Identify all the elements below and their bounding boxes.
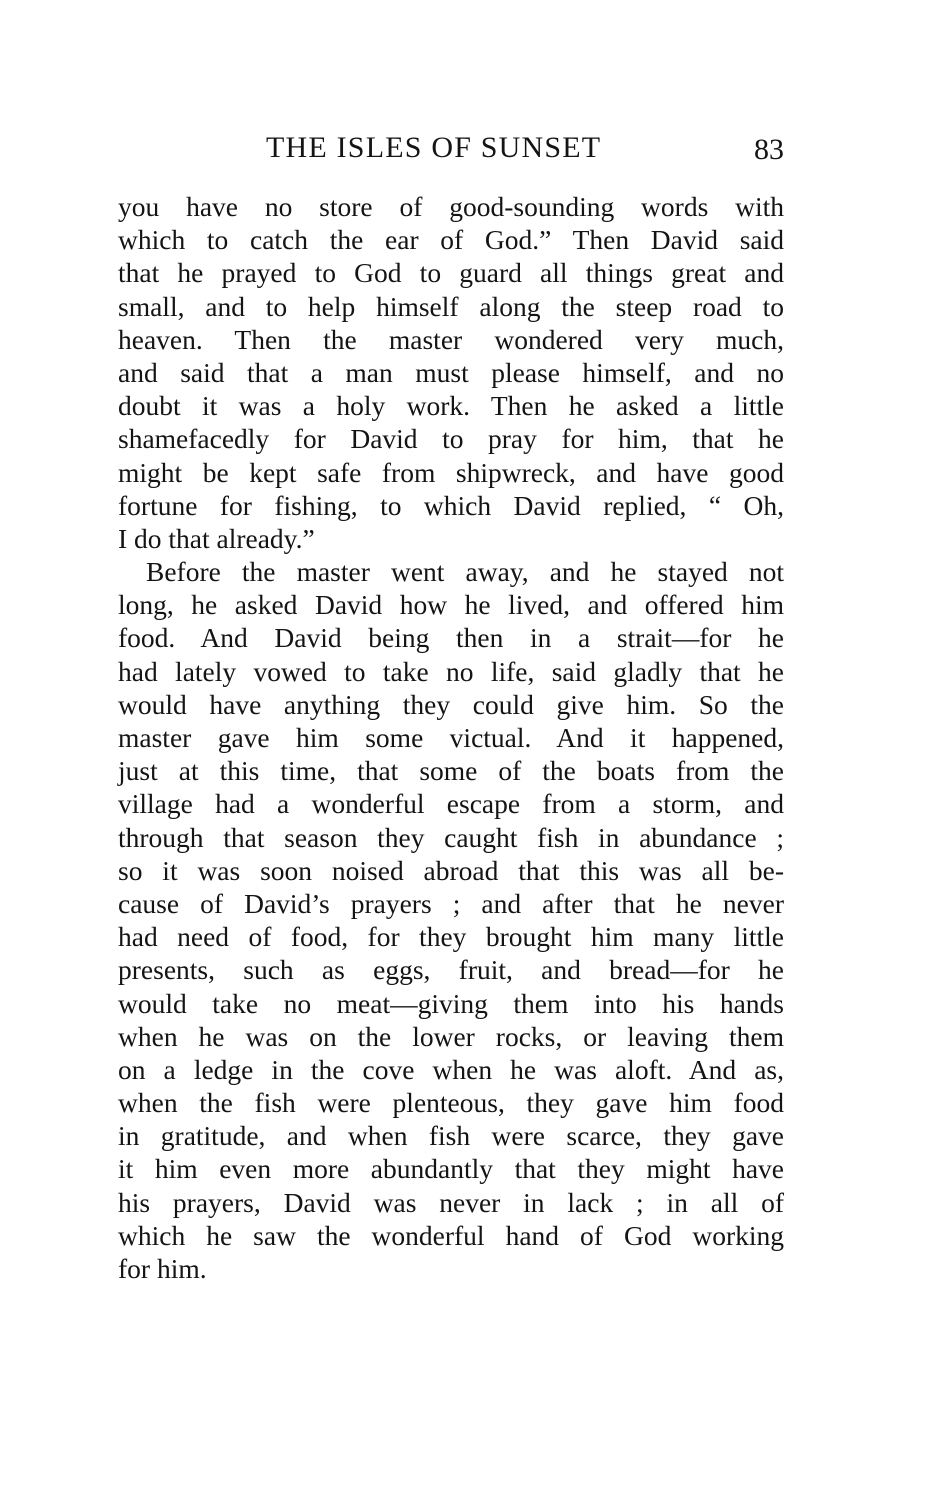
text-line: that he prayed to God to guard all things great and — [118, 257, 784, 289]
text-line: it him even more abundantly that they might have — [118, 1153, 784, 1185]
text-line: heaven. Then the master wondered very much, — [118, 323, 784, 355]
body-text — [118, 190, 784, 1285]
text-line: would take no meat—giving them into his hands — [118, 987, 784, 1019]
text-line: which to catch the ear of God.” Then David said — [118, 224, 784, 256]
page-number: 83 — [754, 133, 784, 166]
text-line: long, he asked David how he lived, and offered him — [118, 589, 784, 621]
text-line: which he saw the wonderful hand of God working — [118, 1219, 784, 1251]
text-line: his prayers, David was never in lack ; in all of — [118, 1186, 784, 1218]
text-line: shamefacedly for David to pray for him, that he — [118, 423, 784, 455]
text-line: for him. — [118, 1253, 207, 1284]
text-line: and said that a man must please himself, and no — [118, 356, 784, 388]
text-line: in gratitude, and when fish were scarce, they gave — [118, 1120, 784, 1152]
text-line: would have anything they could give him. So the — [118, 688, 784, 720]
paragraph-first-line: Before the master went away, and he stayed not — [146, 556, 784, 588]
text-line: through that season they caught fish in abundance ; — [118, 821, 784, 853]
text-line: fortune for fishing, to which David replied, “ Oh, — [118, 489, 784, 521]
text-line: village had a wonderful escape from a storm, and — [118, 788, 784, 820]
text-line: master gave him some victual. And it happened, — [118, 722, 784, 753]
text-line: might be kept safe from shipwreck, and have good — [118, 456, 784, 488]
text-line: cause of David’s prayers ; and after that he never — [118, 887, 784, 919]
text-line: so it was soon noised abroad that this was all be- — [118, 854, 784, 886]
text-line: when he was on the lower rocks, or leaving them — [118, 1020, 784, 1052]
text-line: doubt it was a holy work. Then he asked a little — [118, 390, 784, 422]
text-line: just at this time, that some of the boats from the — [118, 755, 784, 787]
text-line: small, and to help himself along the steep road to — [118, 290, 784, 322]
text-line: food. And David being then in a strait—for he — [118, 622, 784, 654]
running-title: THE ISLES OF SUNSET — [266, 131, 602, 164]
text-line: had need of food, for they brought him many little — [118, 921, 784, 953]
text-line: when the fish were plenteous, they gave him food — [118, 1087, 784, 1119]
text-line: presents, such as eggs, fruit, and bread—for he — [118, 954, 784, 986]
text-line: I do that already.” — [118, 522, 315, 554]
text-line: you have no store of good-sounding words with — [118, 191, 784, 222]
text-line: on a ledge in the cove when he was aloft. And as, — [118, 1053, 784, 1085]
text-line: had lately vowed to take no life, said gladly that he — [118, 655, 784, 687]
